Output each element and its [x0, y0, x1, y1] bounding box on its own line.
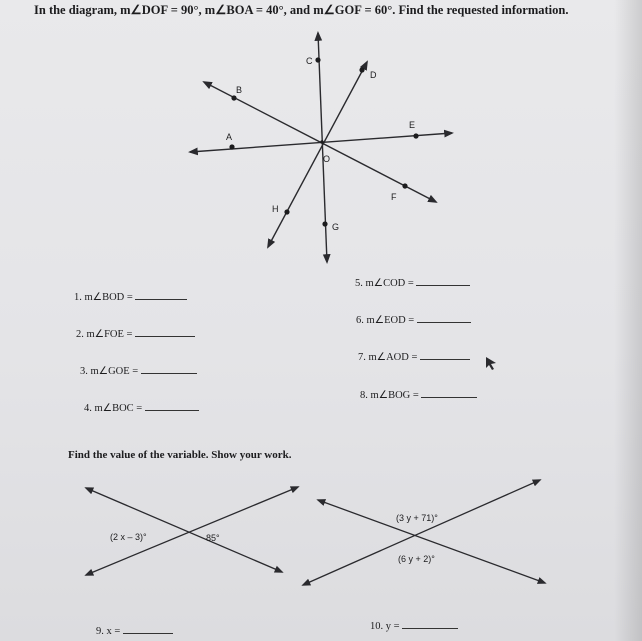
point-d: [359, 67, 364, 72]
question-2: [76, 327, 195, 340]
point-e: [413, 133, 418, 138]
question-8-number: 8.: [360, 390, 368, 401]
question-8: [360, 388, 477, 401]
question-10: [370, 619, 458, 632]
line-d-h: [268, 62, 367, 247]
question-8-text: m∠BOG =: [370, 390, 419, 401]
answer-8-blank[interactable]: [421, 388, 477, 398]
answer-9-blank[interactable]: [123, 624, 173, 634]
point-o: [320, 140, 324, 144]
point-c: [315, 57, 320, 62]
variables-heading: Find the value of the variable. Show your work.: [68, 449, 292, 461]
answer-3-blank[interactable]: [141, 364, 197, 374]
question-9-text: x =: [106, 626, 121, 637]
question-1-number: 1.: [74, 292, 82, 303]
label-f: F: [391, 192, 397, 202]
label-d: D: [370, 70, 377, 80]
answer-10-blank[interactable]: [402, 619, 458, 629]
point-a: [229, 144, 234, 149]
label-h: H: [272, 204, 279, 214]
point-g: [322, 221, 327, 226]
question-4: [84, 401, 199, 414]
question-5-number: 5.: [355, 278, 363, 289]
label-a: A: [226, 132, 233, 142]
label-c: C: [306, 56, 313, 66]
line-c-g: [318, 33, 327, 262]
answer-2-blank[interactable]: [135, 327, 195, 337]
question-3-number: 3.: [80, 366, 88, 377]
fig2-bottom-angle: (6 y + 2)°: [398, 554, 435, 564]
question-7: [358, 350, 470, 363]
question-7-number: 7.: [358, 352, 366, 363]
question-10-text: y =: [385, 621, 400, 632]
fig1-line-1: [86, 488, 282, 572]
question-1-text: m∠BOD =: [84, 292, 133, 303]
question-4-text: m∠BOC =: [94, 403, 143, 414]
mouse-cursor-icon: [486, 357, 496, 370]
question-6-text: m∠EOD =: [366, 315, 415, 326]
fig2-line-2: [303, 480, 540, 585]
instruction-text: In the diagram, m∠DOF = 90°, m∠BOA = 40°, and m∠GOF = 60°. Find the requested information.: [34, 3, 569, 17]
question-5-text: m∠COD =: [365, 278, 414, 289]
label-o: O: [323, 154, 331, 164]
answer-4-blank[interactable]: [145, 401, 199, 411]
question-1: [74, 290, 187, 303]
fig1-line-2: [86, 487, 298, 575]
fig1-left-angle: (2 x – 3)°: [110, 532, 147, 542]
label-b: B: [236, 85, 243, 95]
answer-7-blank[interactable]: [420, 350, 470, 360]
question-4-number: 4.: [84, 403, 92, 414]
question-6-number: 6.: [356, 315, 364, 326]
question-9: [96, 624, 173, 637]
answer-6-blank[interactable]: [417, 313, 471, 323]
label-g: G: [332, 222, 340, 232]
answer-5-blank[interactable]: [416, 276, 470, 286]
point-b: [231, 95, 236, 100]
question-7-text: m∠AOD =: [368, 352, 418, 363]
fig2-top-angle: (3 y + 71)°: [396, 513, 438, 523]
point-f: [402, 183, 407, 188]
question-2-number: 2.: [76, 329, 84, 340]
question-10-number: 10.: [370, 621, 384, 632]
label-e: E: [409, 120, 416, 130]
question-3: [80, 364, 197, 377]
question-6: [356, 313, 471, 326]
point-h: [284, 209, 289, 214]
question-2-text: m∠FOE =: [86, 329, 133, 340]
fig1-right-angle: 85°: [206, 533, 220, 543]
question-5: [355, 276, 470, 289]
question-3-text: m∠GOE =: [90, 366, 139, 377]
question-9-number: 9.: [96, 626, 104, 637]
answer-1-blank[interactable]: [135, 290, 187, 300]
